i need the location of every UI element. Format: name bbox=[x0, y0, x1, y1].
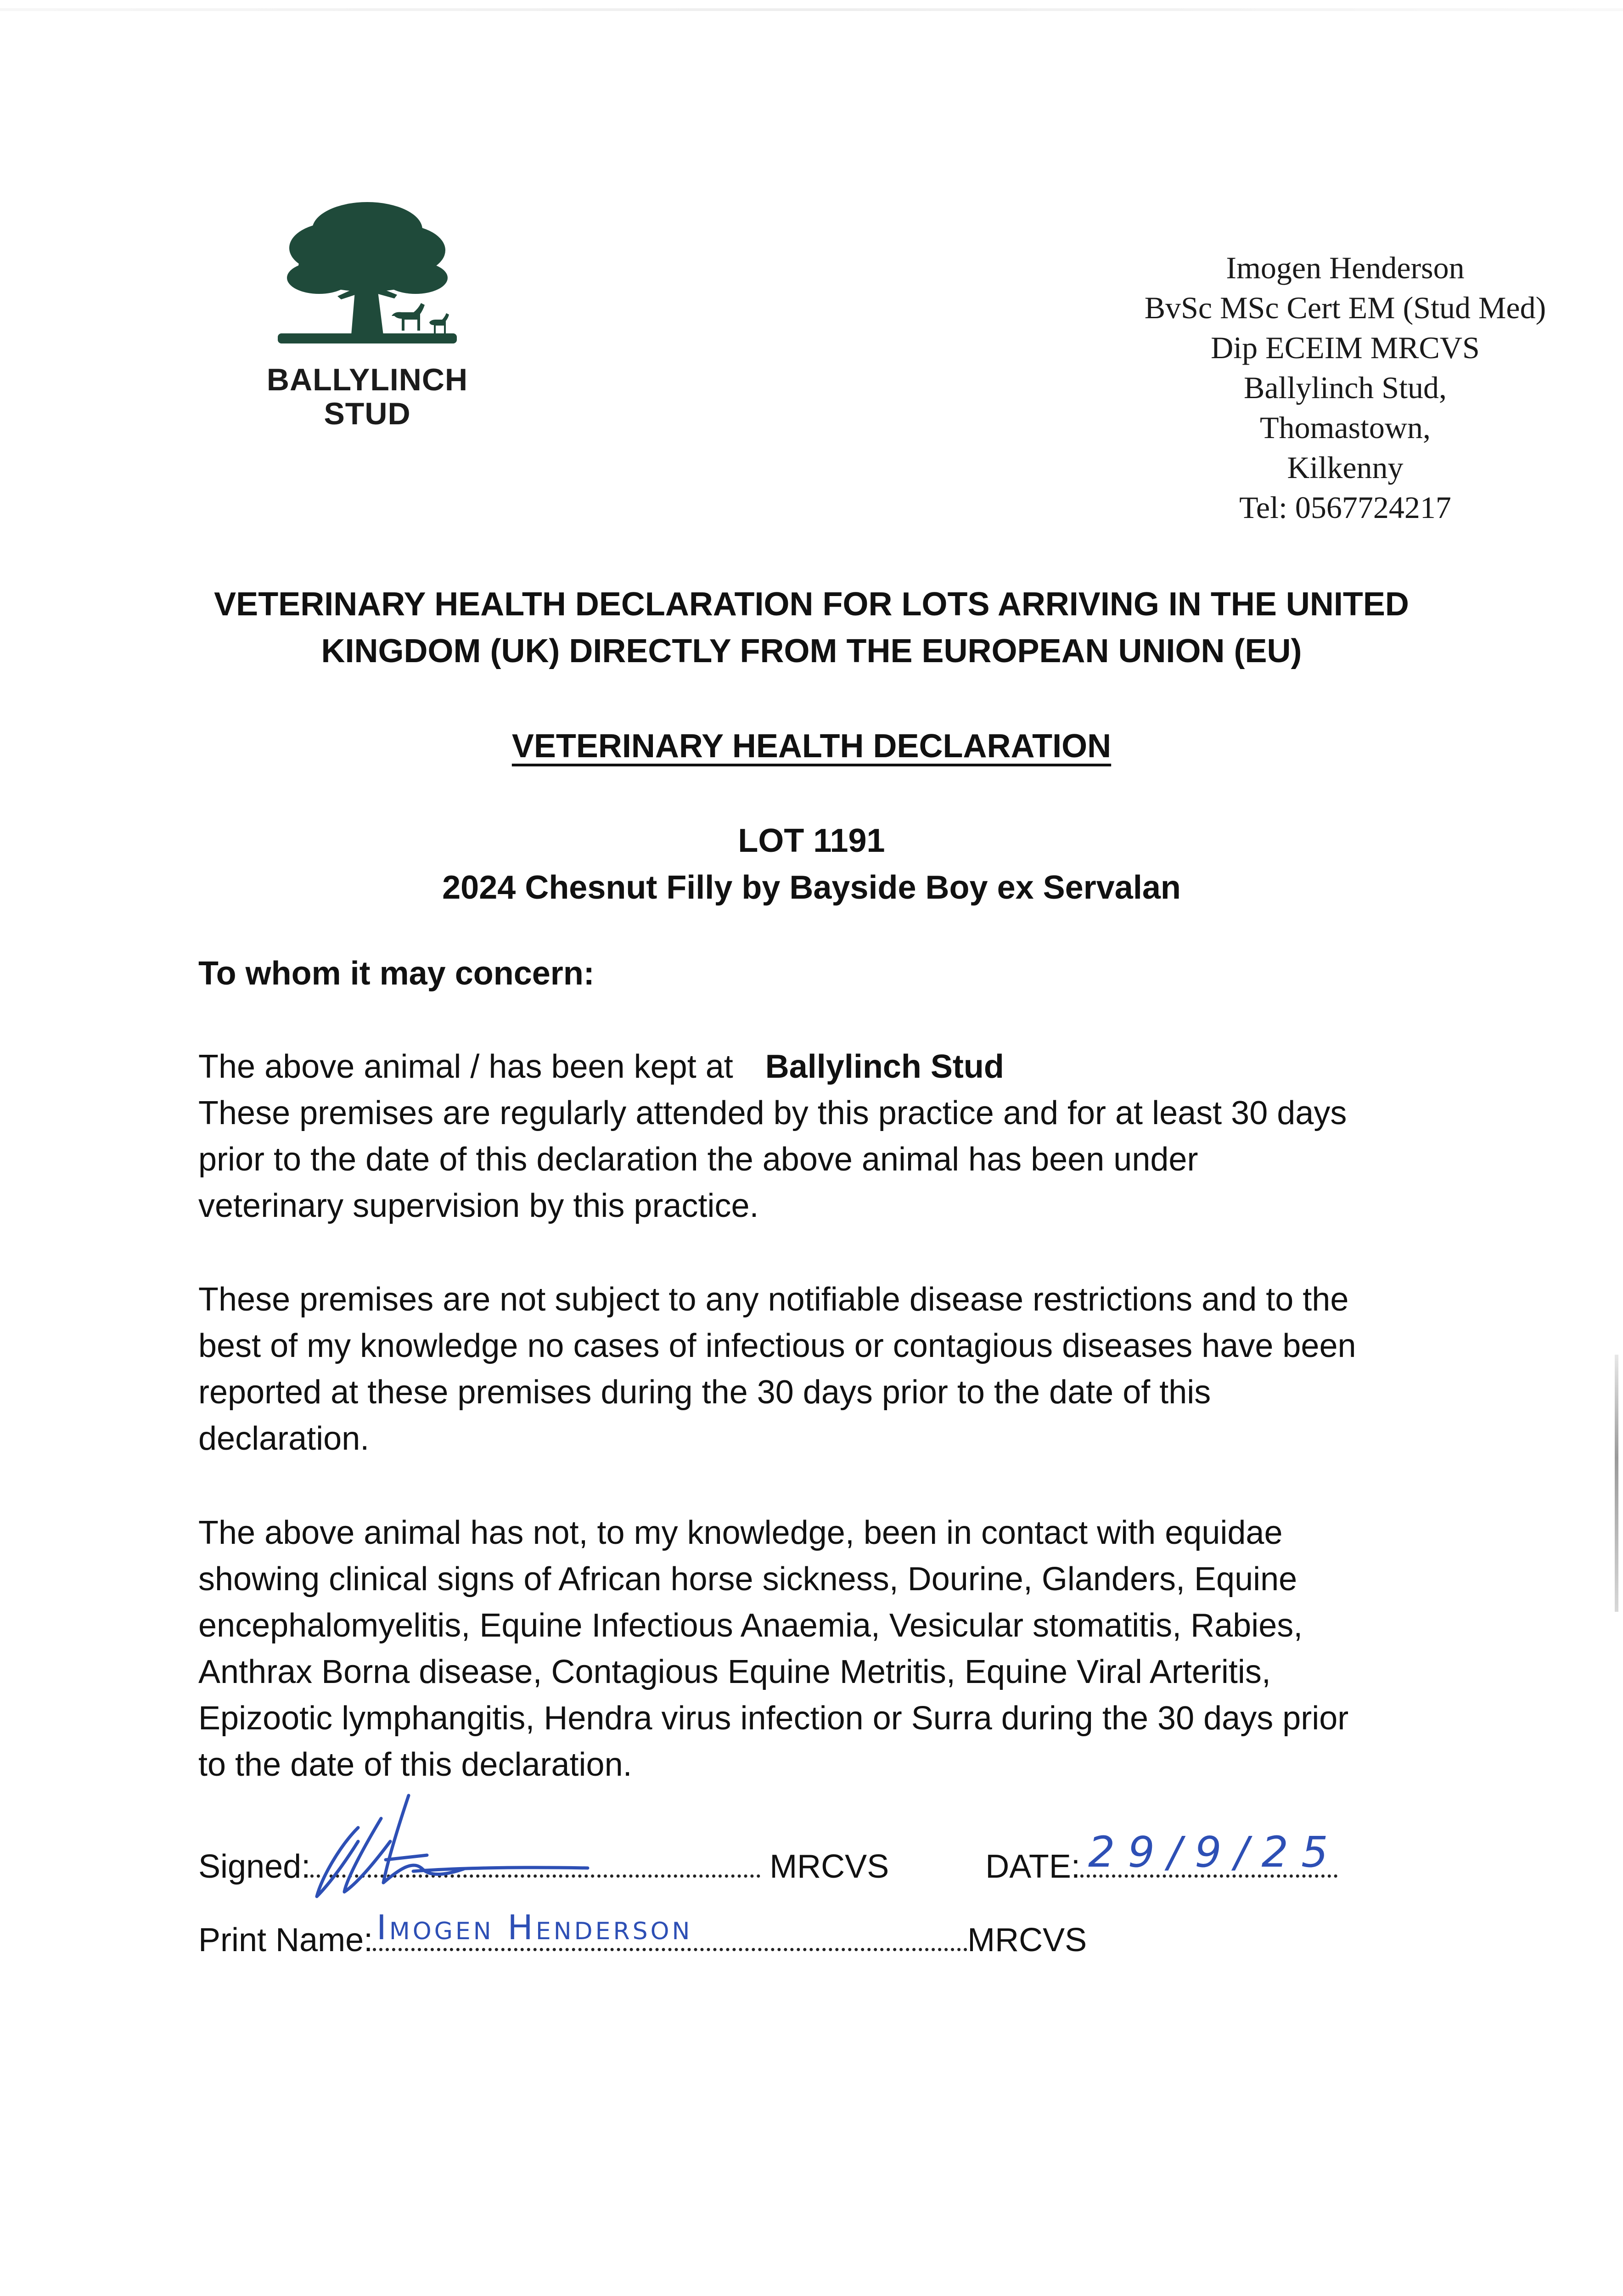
para3-line: showing clinical signs of African horse sickness, Dourine, Glanders, Equine bbox=[198, 1561, 1297, 1598]
para2-line: declaration. bbox=[198, 1420, 370, 1457]
lot-info bbox=[138, 817, 1485, 911]
paragraph-disease-restrictions bbox=[198, 1277, 1484, 1462]
logo-sub: STUD bbox=[324, 396, 411, 431]
title-line-2: KINGDOM (UK) DIRECTLY FROM THE EUROPEAN UNION (EU) bbox=[321, 633, 1302, 670]
declaration-subtitle bbox=[138, 723, 1485, 769]
address-line: Kilkenny bbox=[1287, 450, 1404, 485]
para3-line: Anthrax Borna disease, Contagious Equine Metritis, Equine Viral Arteritis, bbox=[198, 1654, 1271, 1690]
handwritten-print-name: Imogen Henderson bbox=[376, 1908, 693, 1947]
para1-line: These premises are regularly attended by this practice and for at least 30 days bbox=[198, 1095, 1347, 1131]
date-label: DATE: bbox=[985, 1848, 1080, 1885]
para3-line: The above animal has not, to my knowledge, been in contact with equidae bbox=[198, 1514, 1283, 1551]
para2-line: These premises are not subject to any notifiable disease restrictions and to the bbox=[198, 1281, 1349, 1318]
address-line: Imogen Henderson bbox=[1226, 250, 1465, 285]
subtitle-text: VETERINARY HEALTH DECLARATION bbox=[511, 728, 1112, 765]
ballylinch-logo bbox=[253, 197, 482, 436]
para1-line: veterinary supervision by this practice. bbox=[198, 1187, 759, 1224]
address-line: Tel: 0567724217 bbox=[1239, 490, 1451, 525]
lot-description: 2024 Chesnut Filly by Bayside Boy ex Servalan bbox=[442, 869, 1181, 906]
tree-horses-icon bbox=[278, 197, 457, 354]
para3-line: Epizootic lymphangitis, Hendra virus infection or Surra during the 30 days prior bbox=[198, 1700, 1349, 1737]
para2-line: best of my knowledge no cases of infectious or contagious diseases have been bbox=[198, 1328, 1356, 1364]
para1-first-line bbox=[198, 1044, 1484, 1090]
address-line: Ballylinch Stud, bbox=[1244, 370, 1447, 405]
declaration-title bbox=[138, 581, 1485, 675]
handwritten-date: 29/9/25 bbox=[1088, 1828, 1341, 1877]
para2-line: reported at these premises during the 30 days prior to the date of this bbox=[198, 1374, 1211, 1411]
signed-mrcvs-label: MRCVS bbox=[769, 1848, 889, 1885]
paragraph-premises bbox=[198, 1044, 1484, 1229]
print-mrcvs-label: MRCVS bbox=[967, 1922, 1087, 1958]
logo-name: BALLYLINCH bbox=[266, 362, 468, 397]
scan-edge-top bbox=[0, 8, 1623, 11]
para1-prefix: The above animal / has been kept at bbox=[198, 1048, 733, 1085]
address-line: Dip ECEIM MRCVS bbox=[1211, 330, 1480, 365]
premises-name: Ballylinch Stud bbox=[765, 1048, 1004, 1085]
title-line-1: VETERINARY HEALTH DECLARATION FOR LOTS ARRIVING IN THE UNITED bbox=[214, 586, 1409, 623]
logo-wordmark bbox=[253, 363, 482, 431]
signed-label: Signed: bbox=[198, 1848, 311, 1885]
greeting: To whom it may concern: bbox=[198, 955, 595, 992]
para1-line: prior to the date of this declaration the above animal has been under bbox=[198, 1141, 1198, 1178]
address-line: BvSc MSc Cert EM (Stud Med) bbox=[1144, 290, 1546, 325]
para3-line: to the date of this declaration. bbox=[198, 1746, 632, 1783]
scan-edge-right bbox=[1615, 1355, 1618, 1612]
handwritten-signature bbox=[303, 1791, 597, 1910]
print-name-label: Print Name: bbox=[198, 1922, 373, 1958]
lot-number: LOT 1191 bbox=[738, 822, 885, 859]
para3-line: encephalomyelitis, Equine Infectious Anaemia, Vesicular stomatitis, Rabies, bbox=[198, 1607, 1303, 1644]
address-line: Thomastown, bbox=[1259, 410, 1431, 445]
paragraph-contact-diseases bbox=[198, 1510, 1484, 1788]
vet-address-block bbox=[1093, 248, 1598, 528]
